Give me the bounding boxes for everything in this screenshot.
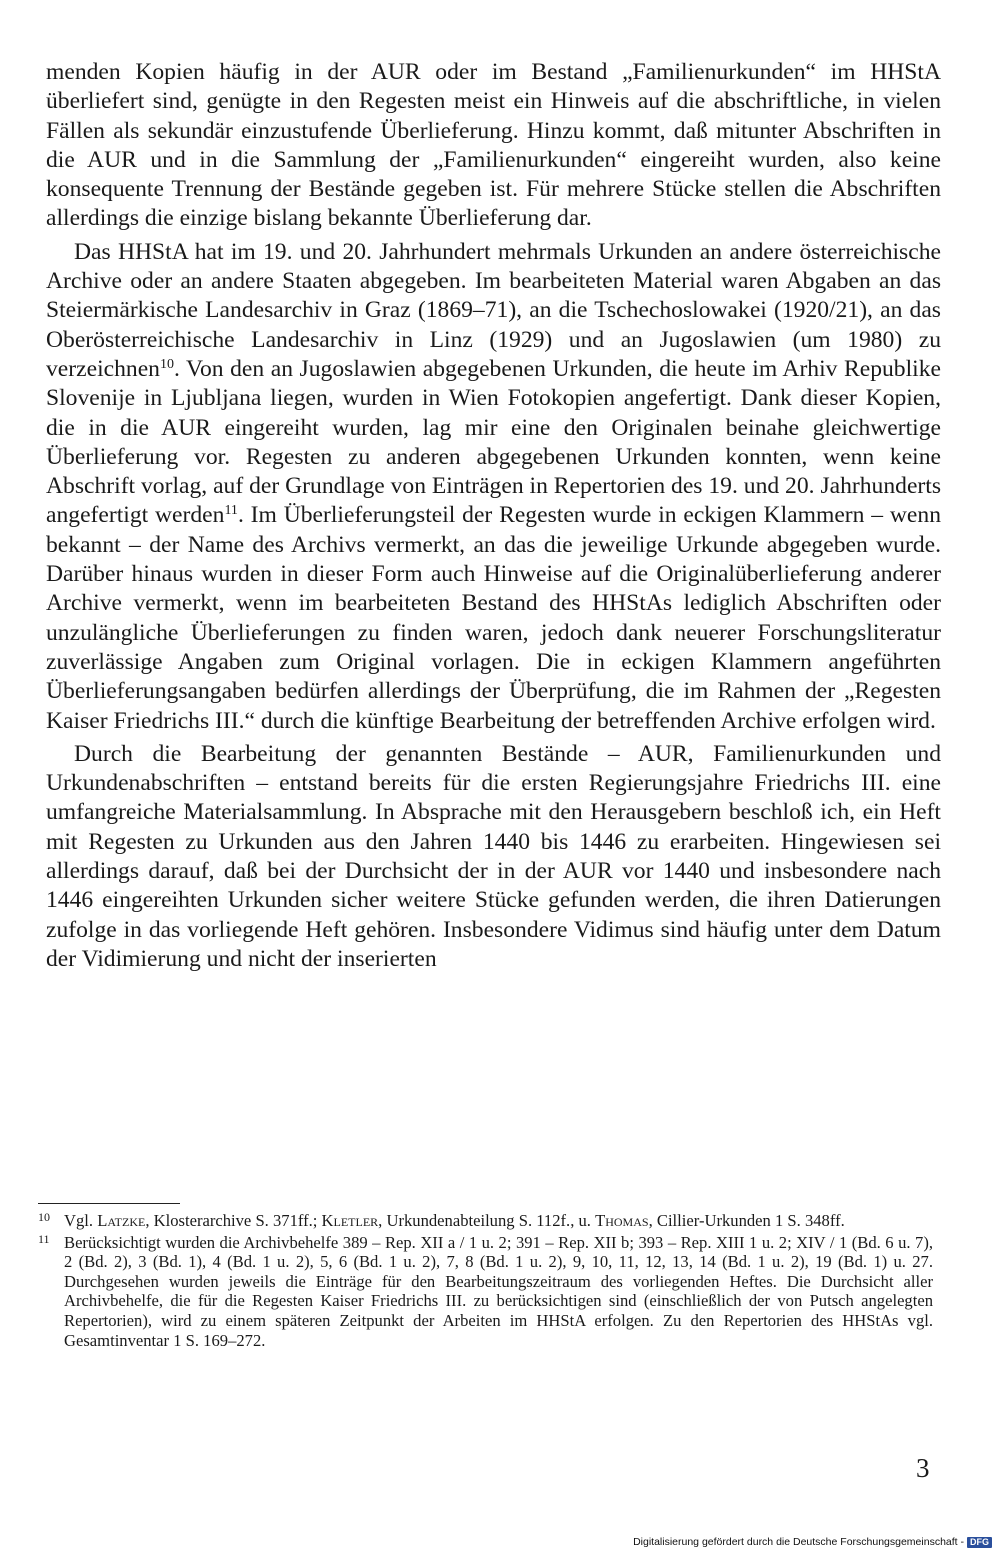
page-number: 3 xyxy=(916,1453,930,1483)
footnote-ref-11: 11 xyxy=(224,503,238,519)
paragraph-2 xyxy=(46,238,941,736)
paragraph-2-text-a: Das HHStA hat im 19. und 20. Jahrhundert mehrmals Urkunden an andere österreichische Archive oder an andere Staaten abgegeben. Im bearbeiteten Material waren Abgaben an das Steiermärkische Landesarchiv in Graz (1869–71), an die Tschechoslowakei (1920/21), an das Oberösterreichische Landesarchiv in Linz (1929) und an Jugoslawien (um 1980) zu verzeichnen xyxy=(46,238,941,382)
author-name: Thomas xyxy=(595,1211,649,1230)
page-body xyxy=(46,58,941,974)
paragraph-3: Durch die Bearbeitung der genannten Bestände – AUR, Familienurkunden und Urkundenabschriften – entstand bereits für die ersten Regierungsjahre Friedrichs III. eine umfangreiche Materialsammlung. In Absprache mit den Herausgebern beschloß ich, ein Heft mit Regesten zu Urkunden aus den Jahren 1440 bis 1446 zu erarbeiten. Hingewiesen sei allerdings darauf, daß bei der Durchsicht der in der AUR vor 1440 und insbesondere nach 1446 eingereihten Urkunden sicher weitere Stücke gefunden werden, die ihren Datierungen zufolge in das vorliegende Heft gehören. Insbesondere Vidimus sind häufig unter dem Datum der Vidimierung und nicht der inserierten xyxy=(46,740,941,972)
footnote-separator xyxy=(38,1203,180,1204)
footnotes xyxy=(38,1211,933,1350)
funding-note-text: Digitalisierung gefördert durch die Deutsche Forschungsgemeinschaft - xyxy=(633,1536,964,1548)
paragraph-2-text-c: . Im Überlieferungsteil der Regesten wurde in eckigen Klammern – wenn bekannt – der Name des Archivs vermerkt, an das die jeweilige Urkunde abgegeben wurde. Darüber hinaus wurden in dieser Form auch Hinweise auf die Originalüberlieferung anderer Archive vermerkt, wenn im bearbeiteten Bestand des HHStAs lediglich Abschriften oder unzulängliche Überlieferungen zu finden waren, jedoch dank neuerer Forschungsliteratur zuverlässige Angaben zum Original vorlagen. Die in eckigen Klammern angeführten Überlieferungsangaben bedürfen allerdings der Überprüfung, die im Rahmen der „Regesten Kaiser Friedrichs III.“ durch die künftige Bearbeitung der betreffenden Archive erfolgen wird. xyxy=(46,502,941,734)
footnote-text: Vgl. xyxy=(64,1211,98,1230)
paragraph-2-text-b: . Von den an Jugoslawien abgegebenen Urkunden, die heute im Arhiv Republike Slovenije in Ljubljana liegen, wurden in Wien Fotokopien angefertigt. Dank dieser Kopien, die in die AUR eingereiht wurden, lag mir eine den Originalen beinahe gleichwertige Überlieferung vor. Regesten zu anderen abgegebenen Urkunden konnten, wenn keine Abschrift vorlag, auf der Grundlage von Einträgen in Repertorien des 19. und 20. Jahrhunderts angefertigt werden xyxy=(46,355,942,529)
paragraph-1: menden Kopien häufig in der AUR oder im Bestand „Familienurkunden“ im HHStA überliefert sind, genügte in den Regesten meist ein Hinweis auf die abschriftliche, in vielen Fällen als sekundär einzustufende Überlieferung. Hinzu kommt, daß mitunter Abschriften in die AUR und in die Sammlung der „Familienurkunden“ eingereiht wurden, also keine konsequente Trennung der Bestände gegeben ist. Für mehrere Stücke stellen die Abschriften allerdings die einzige bislang bekannte Überlieferung dar. xyxy=(46,59,941,232)
footnote-number: 10 xyxy=(38,1210,50,1224)
funding-note xyxy=(633,1536,992,1549)
footnote-text: , Urkundenabteilung S. 112f., u. xyxy=(378,1211,596,1230)
footnote-text: , Klosterarchive S. 371ff.; xyxy=(145,1211,322,1230)
author-name: Latzke xyxy=(97,1211,146,1230)
dfg-logo-icon: DFG xyxy=(967,1537,992,1548)
author-name: Kletler xyxy=(321,1211,379,1230)
footnote-text: Berücksichtigt wurden die Archivbehelfe 389 – Rep. XII a / 1 u. 2; 391 – Rep. XII b; 393 – Rep. XIII 1 u. 2; XIV / 1 (Bd. 6 u. 7), 2 (Bd. 2), 3 (Bd. 1), 4 (Bd. 1 u. 2), 5, 6 (Bd. 1 u. 2), 7, 8 (Bd. 1 u. 2), 9, 10, 11, 12, 13, 14 (Bd. 1 u. 2), 19 (Bd. 1) u. 27. Durchgesehen wurden jeweils die Einträge für den Bearbeitungszeitraum des vorliegenden Heftes. Die Durchsicht aller Archivbehelfe, die für die Regesten Kaiser Friedrichs III. zu berücksichtigen sind (einschließlich der von Putsch angelegten Repertorien), wird zu einem späteren Zeitpunkt der Arbeiten im HHStA erfolgen. Zu den Repertorien des HHStAs vgl. Gesamtinventar 1 S. 169–272. xyxy=(64,1232,933,1350)
footnote-ref-10: 10 xyxy=(159,356,174,372)
footnote-10 xyxy=(38,1211,933,1231)
footnote-11 xyxy=(38,1233,933,1351)
footnote-text: , Cillier-Urkunden 1 S. 348ff. xyxy=(648,1211,845,1230)
footnote-number: 11 xyxy=(38,1231,50,1246)
